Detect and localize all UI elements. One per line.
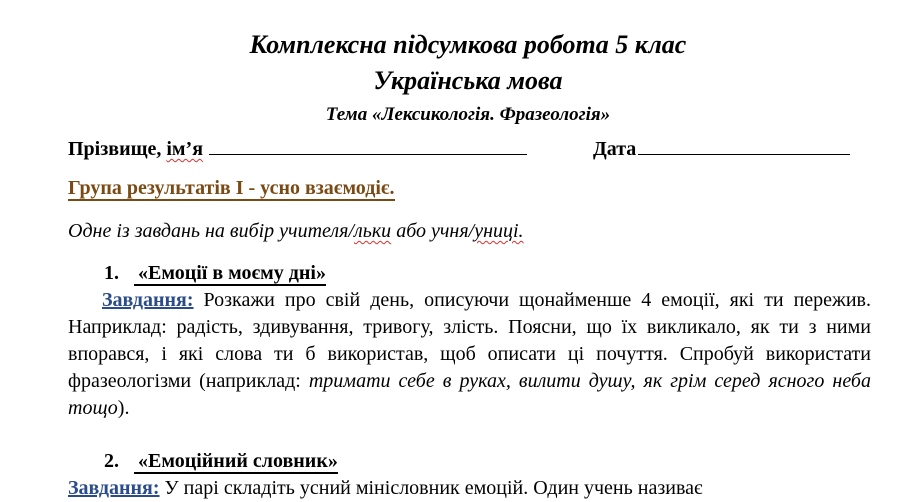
task-1-text: Розкажи про свій день, описуючи щонайменше 4 емоції, які ти пережив. Наприклад: радість, здивування, тривогу, злість. Поясни, що їх викликало, як ти з ними впорався, і які слова ти б використав, щоб описати ці почуття. Спробуй використати фразеологізми (наприклад:	[68, 289, 871, 392]
topic-title: Тема «Лексикологія. Фразеологія»	[325, 104, 611, 125]
task-1-title: «Емоції в моєму дні»	[134, 262, 326, 286]
task-1-body	[68, 287, 871, 422]
name-label: Прізвище,	[68, 138, 167, 160]
date-field	[593, 134, 850, 161]
task-1-heading	[104, 262, 326, 285]
note-text-3: або учня/	[391, 220, 475, 242]
task-2-label: Завдання:	[68, 477, 160, 499]
name-label-word: ім’я	[166, 138, 204, 160]
date-blank-line[interactable]	[638, 134, 850, 155]
note-text-2: льки	[354, 220, 392, 242]
note-text-4: униці.	[474, 220, 524, 242]
task-2-body	[68, 475, 871, 502]
name-field	[68, 134, 527, 161]
task-2-number: 2.	[104, 450, 119, 472]
subject-title: Українська мова	[373, 66, 563, 95]
instruction-note	[68, 220, 524, 243]
task-2-text: У парі складіть усний мінісловник емоцій. Один учень називає	[159, 477, 703, 499]
date-label: Дата	[593, 138, 637, 160]
task-1-examples: тримати себе в руках, вилити душу, як грім серед ясного неба тощо	[68, 370, 871, 419]
document-title: Комплексна підсумкова робота 5 клас	[249, 30, 687, 59]
task-2-heading	[104, 450, 338, 473]
note-text-1: Одне із завдань на вибір учителя/	[68, 220, 354, 242]
task-2-title: «Емоційний словник»	[134, 450, 338, 474]
group-heading: Група результатів І - усно взаємодіє.	[68, 177, 395, 199]
task-1-label: Завдання:	[102, 289, 194, 311]
task-1-end: ).	[117, 397, 130, 419]
task-1-number: 1.	[104, 262, 119, 284]
name-blank-line[interactable]	[209, 134, 527, 155]
